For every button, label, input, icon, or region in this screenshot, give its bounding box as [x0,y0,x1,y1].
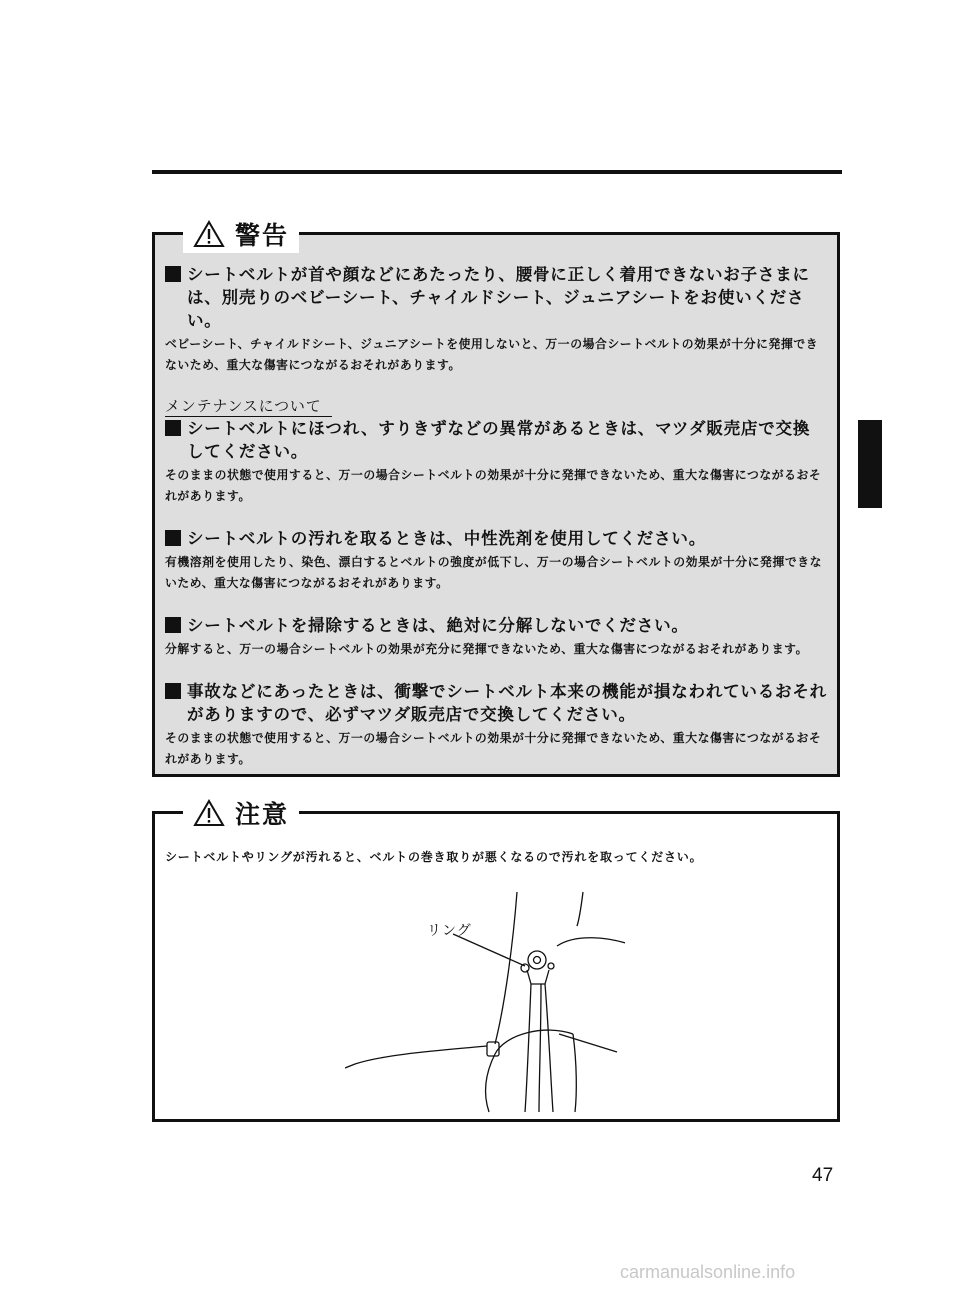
section-tab-marker [858,420,882,508]
caution-text: シートベルトやリングが汚れると、ベルトの巻き取りが悪くなるので汚れを取ってください。 [165,850,703,864]
caution-label: 注意 [235,800,290,829]
top-rule [152,170,842,174]
page-number: 47 [812,1165,834,1186]
warning-box [152,221,840,777]
warning-item [165,680,827,770]
warning-item [165,417,827,507]
warning-item-title: シートベルトの汚れを取るときは、中性洗剤を使用してください。 [165,527,827,550]
caution-header [183,794,299,832]
watermark: carmanualsonline.info [620,1262,796,1282]
bullet-square-icon [165,266,181,282]
maintenance-heading: メンテナンスについて [165,396,332,417]
warning-item-title: シートベルトが首や顔などにあたったり、腰骨に正しく着用できないお子さまには、別売りのベビーシート、チャイルドシート、ジュニアシートをお使いください。 [165,263,827,332]
warning-item-desc: そのままの状態で使用すると、万一の場合シートベルトの効果が十分に発揮できないため、重大な傷害につながるおそれがあります。 [165,731,822,766]
warning-item-desc: そのままの状態で使用すると、万一の場合シートベルトの効果が十分に発揮できないため、重大な傷害につながるおそれがあります。 [165,468,822,503]
ring-callout-label: リング [427,923,472,939]
caution-box [152,800,840,1122]
warning-item-title: シートベルトを掃除するときは、絶対に分解しないでください。 [165,614,827,637]
warning-triangle-icon [193,220,225,248]
warning-body [165,263,827,790]
warning-item-desc: 分解すると、万一の場合シートベルトの効果が充分に発揮できないため、重大な傷害につながるおそれがあります。 [165,642,808,656]
caution-triangle-icon [193,799,225,827]
warning-label: 警告 [235,221,290,250]
warning-item [165,614,827,660]
bullet-square-icon [165,420,181,436]
warning-item [165,527,827,594]
warning-item-title: シートベルトにほつれ、すりきずなどの異常があるときは、マツダ販売店で交換してください。 [165,417,827,463]
warning-header [183,215,299,253]
seatbelt-ring-illustration [345,884,625,1114]
warning-item-desc: 有機溶剤を使用したり、染色、漂白するとベルトの強度が低下し、万一の場合シートベルトの効果が十分に発揮できないため、重大な傷害につながるおそれがあります。 [165,555,823,590]
bullet-square-icon [165,617,181,633]
warning-item-title: 事故などにあったときは、衝撃でシートベルト本来の機能が損なわれているおそれがありますので、必ずマツダ販売店で交換してください。 [165,680,827,726]
warning-item-desc: ベビーシート、チャイルドシート、ジュニアシートを使用しないと、万一の場合シートベルトの効果が十分に発揮できないため、重大な傷害につながるおそれがあります。 [165,337,819,372]
bullet-square-icon [165,530,181,546]
bullet-square-icon [165,683,181,699]
warning-item [165,263,827,376]
